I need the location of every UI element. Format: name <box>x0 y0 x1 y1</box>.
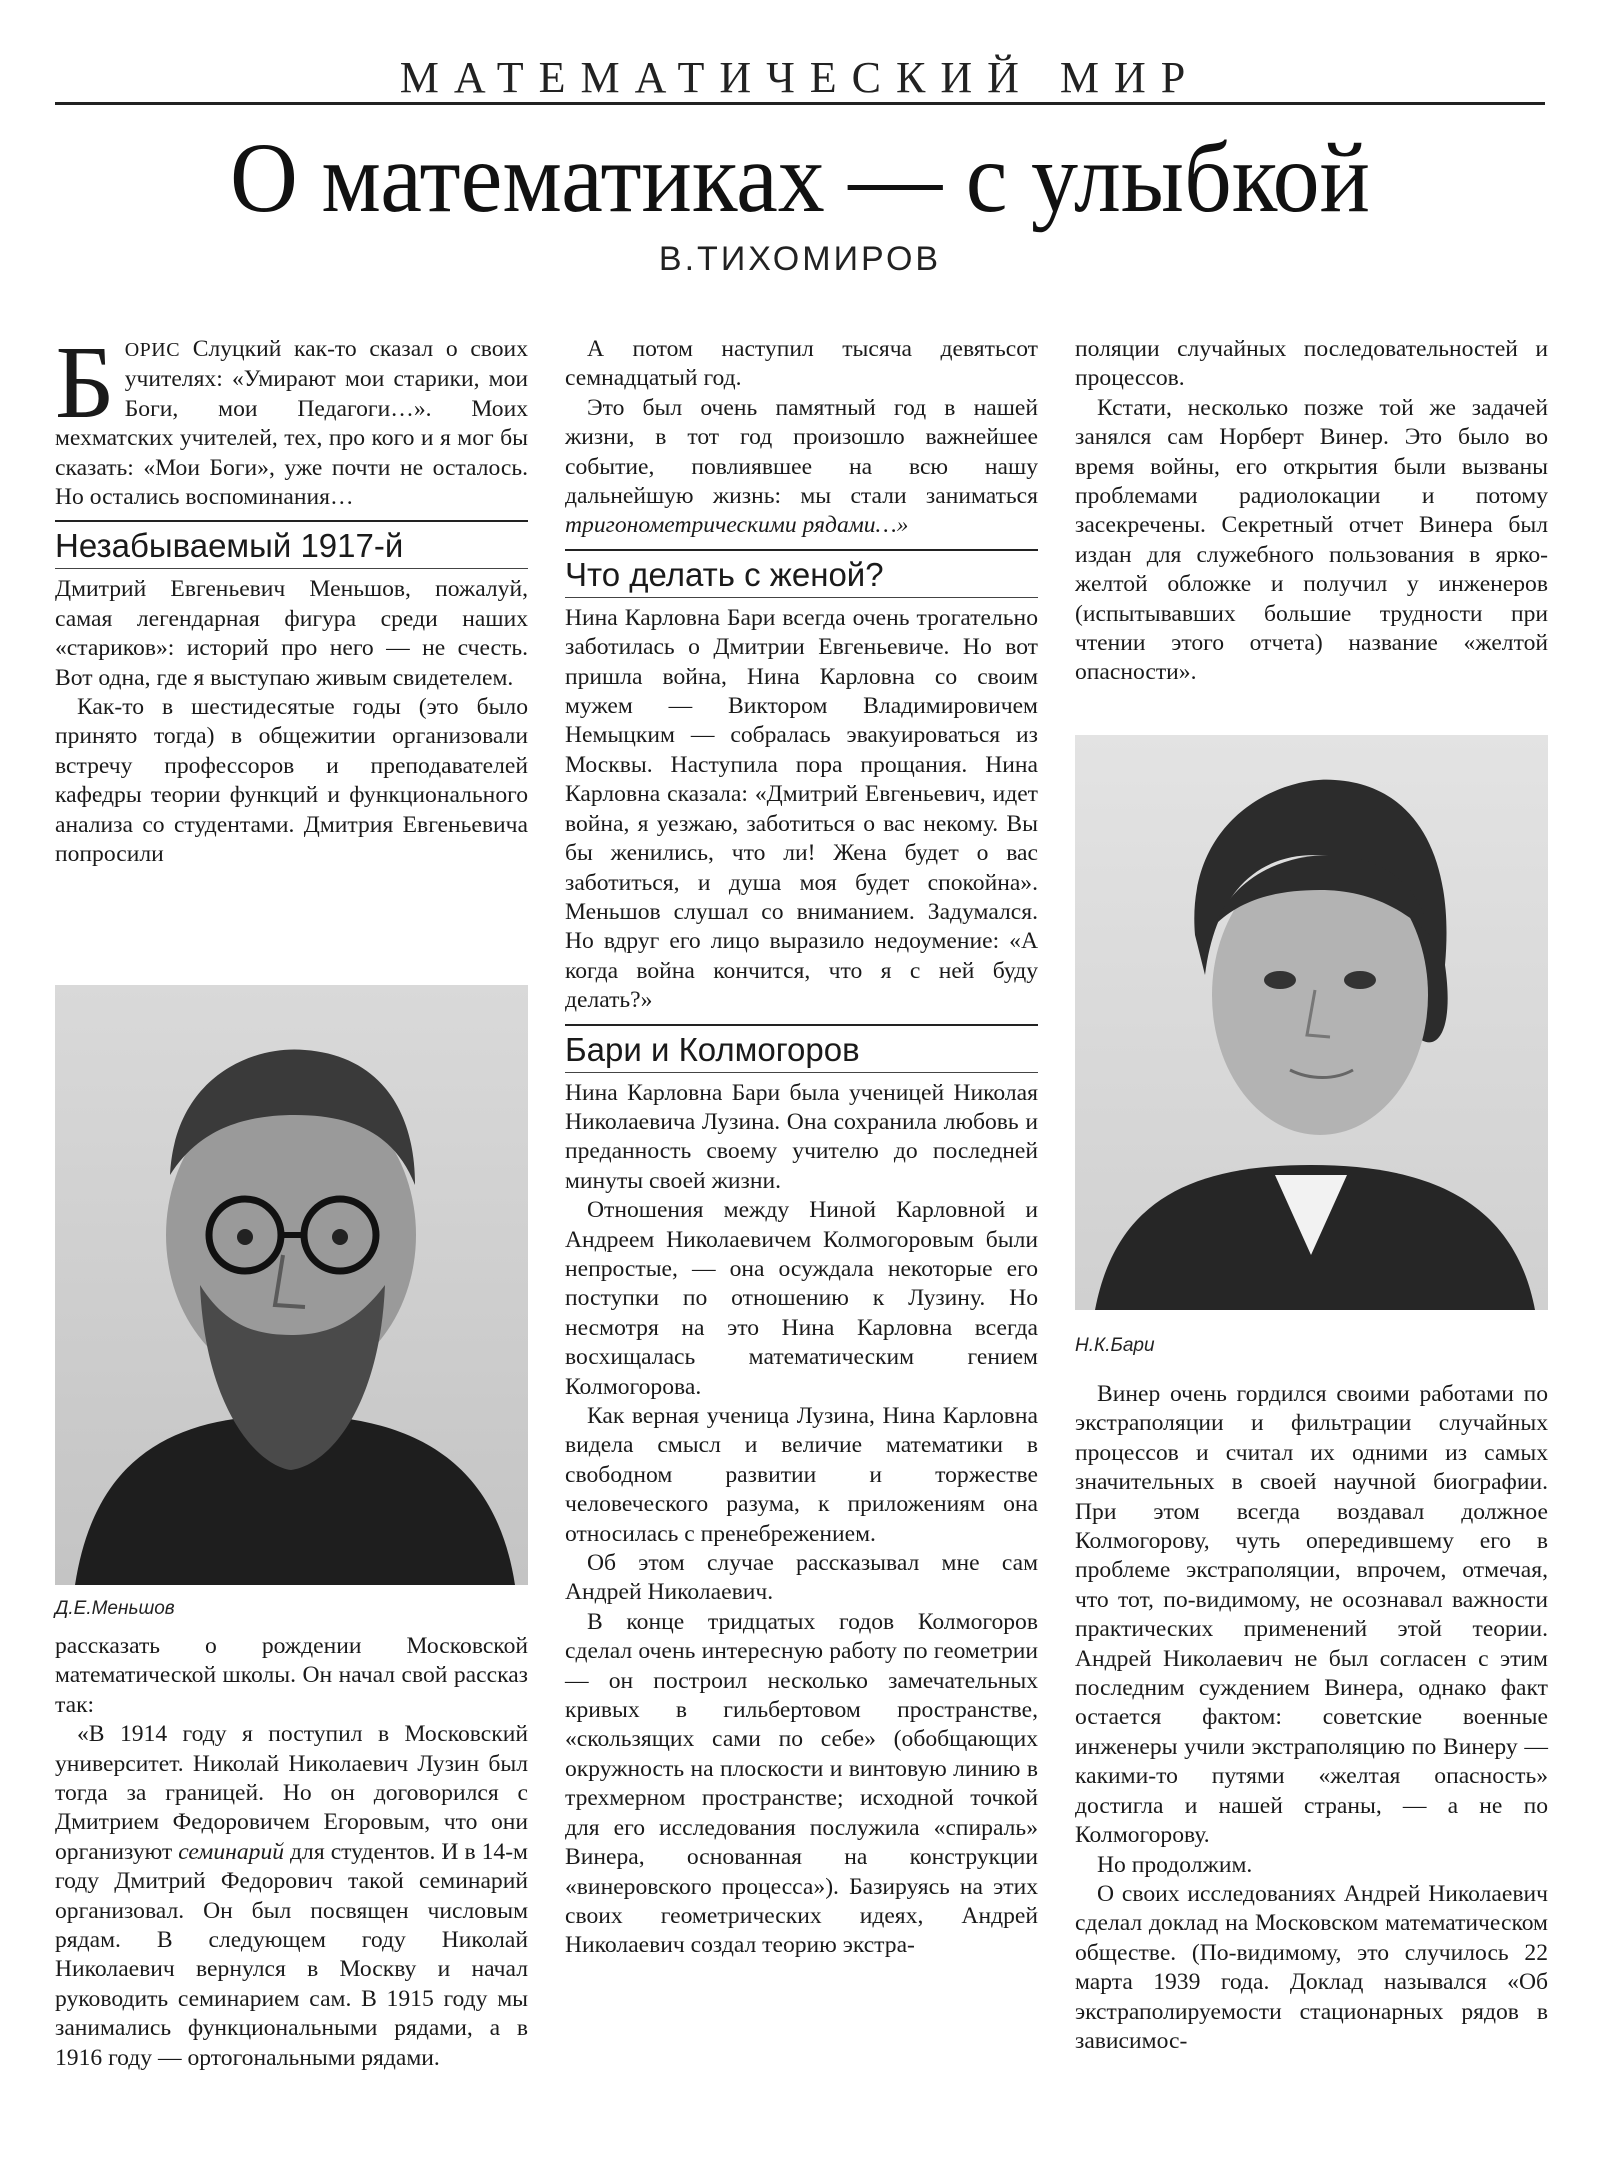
article-author: В.ТИХОМИРОВ <box>658 240 942 278</box>
paragraph: О своих исследованиях Андрей Николаевич сделал доклад на Московском математическом обществе. (По-видимому, это случилось 22 марта 1939 года. Доклад назывался «Об экстраполируемости стационарных рядов в зависимос- <box>1075 1880 1548 2054</box>
emphasis: семинарий <box>178 1838 285 1865</box>
paragraph: Как верная ученица Лузина, Нина Карловна видела смысл и величие математики в свободном развитии и торжестве человеческого разума, к приложениям она относилась с пренебрежением. <box>565 1403 1038 1547</box>
paragraph: Как-то в шестидесятые годы (это было принято тогда) в общежитии организовали встречу профессоров и преподавателей кафедры теории функций и функционального анализа со студентами. Дмитрия Евгеньевича попросили <box>55 694 528 868</box>
paragraph: В конце тридцатых годов Колмогоров сделал очень интересную работу по геометрии — он построил несколько замечательных кривых в гильбертовом пространстве, «скользящих сами по себе» (обобщающих окружность на плоскости и винтовую линию в трехмерном пространстве; исходной точкой для его исследования послужила «спираль» Винера, основанная на конструкции «винеровского процесса»). Базируясь на этих своих геометрических идеях, Андрей Николаевич создал теорию экстра- <box>565 1608 1038 1959</box>
subhead-bari-and-kolmogorov: Бари и Колмогоров <box>565 1024 1038 1073</box>
portrait-menshov-image <box>55 985 528 1585</box>
paragraph: Отношения между Ниной Карловной и Андреем Николаевичем Колмогоровым были непростые, — она осуждала некоторые его поступки по отношению к Лузину. Но несмотря на это Нина Карловна всегда восхищалась математическим гением Колмогорова. <box>565 1197 1038 1400</box>
text-run: для студентов. И в 14-м году Дмитрий Федорович такой семинарий организовал. Он был посвящен числовым рядам. В следующем году Николай Николаевич вернулся в Москву и начал руководить семинарием сам. В 1915 году мы занимались функциональными рядами, а в 1916 году — ортогональными рядами. <box>55 1838 528 2071</box>
paragraph: Но продолжим. <box>1097 1851 1253 1878</box>
text-run: «В 1914 году я поступил в Московский университет. Николай Николаевич Лузин был тогда за границей. Но он договорился с Дмитрием Федоровичем Егоровым, что они организуют <box>55 1721 528 1865</box>
column-2 <box>565 335 1038 1961</box>
paragraph: Дмитрий Евгеньевич Меньшов, пожалуй, самая легендарная фигура среди наших «стариков»: историй про него — не счесть. Вот одна, где я выступаю живым свидетелем. <box>55 576 528 691</box>
column-3-bottom <box>1075 1380 1548 2056</box>
header-rule <box>55 102 1545 105</box>
text-run: Это был очень памятный год в нашей жизни, в тот год произошло важнейшее событие, повлиявшее на всю нашу дальнейшую жизнь: мы стали заниматься <box>565 394 1038 510</box>
paragraph: Нина Карловна Бари всегда очень трогательно заботилась о Дмитрии Евгеньевиче. Но вот пришла война, Нина Карловна со своим мужем — Виктором Владимировичем Немыцким — собралась эвакуироваться из Москвы. Наступила пора прощания. Нина Карловна сказала: «Дмитрий Евгеньевич, идет война, я уезжаю, заботиться о вас некому. Вы бы женились, что ли! Жена будет о вас заботиться, и душа моя будет спокойна». Меньшов слушал со вниманием. Задумался. Но вдруг его лицо выразило недоумение: «А когда война кончится, что я с ней буду делать?» <box>565 604 1038 1014</box>
column-3-top <box>1075 335 1548 688</box>
paragraph: Нина Карловна Бари была ученицей Николая Николаевича Лузина. Она сохранила любовь и преданность своему учителю до последней минуты своей жизни. <box>565 1079 1038 1194</box>
subhead-unforgettable-1917: Незабываемый 1917-й <box>55 520 528 569</box>
photo-caption-menshov: Д.Е.Меньшов <box>55 1598 175 1619</box>
section-rubric: МАТЕМАТИЧЕСКИЙ МИР <box>399 53 1201 102</box>
paragraph: Об этом случае рассказывал мне сам Андрей Николаевич. <box>565 1550 1038 1606</box>
emphasis: тригонометрическими рядами…» <box>565 512 909 539</box>
intro-paragraph <box>55 325 528 512</box>
paragraph: Винер очень гордился своими работами по экстраполяции и фильтрации случайных процессов и считал их одними из самых значительных в своей научной биографии. При этом всегда воздавал должное Колмогорову, чуть опередившему его в проблеме экстраполяции, впрочем, отмечая, что тот, по-видимому, не осознавал важности практических применений этой теории. Андрей Николаевич не был согласен с этим последним суждением Винера, однако факт остается фактом: советские военные инженеры учили экстраполяцию по Винеру — какими-то путями «желтая опасность» достигла и нашей страны, — а не по Колмогорову. <box>1075 1381 1548 1849</box>
drop-cap: Б <box>55 325 115 440</box>
intro-smallcaps: ОРИС <box>124 339 181 361</box>
paragraph: Кстати, несколько позже той же задачей занялся сам Норберт Винер. Это было во время войны, его открытия были вызваны проблемами радиолокации и потому засекречены. Секретный отчет Винера был издан для служебного пользования в ярко-желтой обложке и получил у инженеров (испытывавших большие трудности при чтении этого отчета) название «желтой опасности». <box>1075 394 1548 686</box>
paragraph <box>565 394 1038 541</box>
column-1-bottom <box>55 1632 528 2073</box>
photo-bari <box>1075 735 1548 1310</box>
photo-caption-bari: Н.К.Бари <box>1075 1335 1155 1356</box>
photo-menshov <box>55 985 528 1585</box>
article-title: О математиках — с улыбкой <box>230 122 1370 233</box>
portrait-bari-image <box>1075 735 1548 1310</box>
column-1-top <box>55 325 528 870</box>
paragraph <box>55 1720 528 2073</box>
paragraph: рассказать о рождении Московской математической школы. Он начал свой рассказ так: <box>55 1633 528 1718</box>
paragraph: А потом наступил тысяча девятьсот семнадцатый год. <box>565 336 1038 392</box>
subhead-what-to-do-with-wife: Что делать с женой? <box>565 549 1038 598</box>
paragraph: поляции случайных последовательностей и процессов. <box>1075 336 1548 392</box>
intro-text: Слуцкий как-то сказал о своих учителях: «Умирают мои старики, мои Боги, мои Педагоги…». Моих мехматских учителей, тех, про кого и я мог бы сказать: «Мои Боги», уже почти не осталось. Но остались воспоминания… <box>55 336 528 511</box>
